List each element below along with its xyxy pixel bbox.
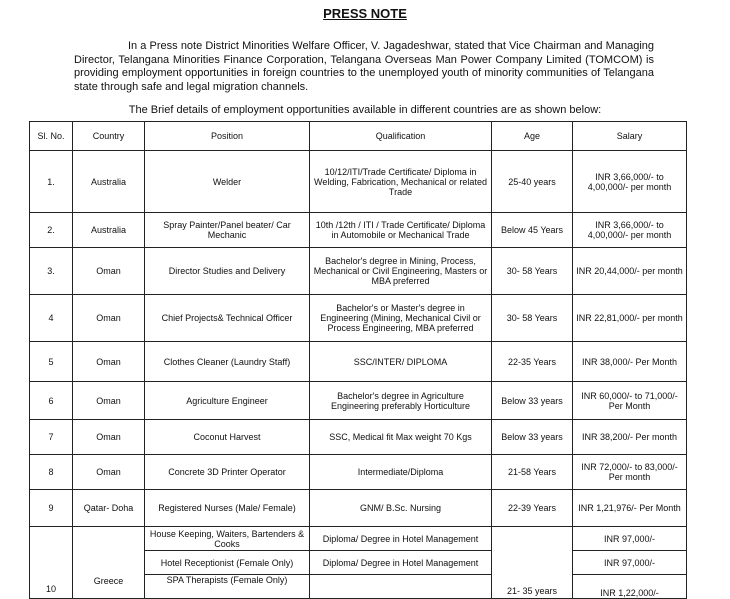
cell-sl-no: 7 — [30, 420, 73, 455]
cell-qualification: SSC/INTER/ DIPLOMA — [310, 342, 492, 382]
cell-position: Agriculture Engineer — [145, 382, 310, 420]
cell-age: Below 33 years — [492, 420, 573, 455]
cell-country: Greece — [73, 527, 145, 599]
cell-qualification: GNM/ B.Sc. Nursing — [310, 490, 492, 527]
cell-position: Concrete 3D Printer Operator — [145, 455, 310, 490]
cell-sl-no: 4 — [30, 295, 73, 342]
cell-age: 21- 35 years — [492, 527, 573, 599]
cell-sl-no: 9 — [30, 490, 73, 527]
employment-table — [29, 121, 687, 599]
cell-position: Director Studies and Delivery — [145, 248, 310, 295]
table-row — [30, 151, 687, 213]
table-row — [30, 213, 687, 248]
header-salary: Salary — [573, 122, 687, 151]
cell-qualification: Bachelor's degree in Agriculture Engineering preferably Horticulture — [310, 382, 492, 420]
cell-position: Registered Nurses (Male/ Female) — [145, 490, 310, 527]
cell-salary: INR 3,66,000/- to 4,00,000/- per month — [573, 151, 687, 213]
table-row — [30, 420, 687, 455]
cell-salary: INR 1,21,976/- Per Month — [573, 490, 687, 527]
cell-salary: INR 38,000/- Per Month — [573, 342, 687, 382]
cell-country: Qatar- Doha — [73, 490, 145, 527]
cell-position: Hotel Receptionist (Female Only) — [145, 551, 310, 575]
cell-salary: INR 60,000/- to 71,000/- Per Month — [573, 382, 687, 420]
cell-salary: INR 20,44,000/- per month — [573, 248, 687, 295]
page-title: PRESS NOTE — [323, 6, 407, 21]
cell-age: Below 45 Years — [492, 213, 573, 248]
cell-sl-no: 2. — [30, 213, 73, 248]
cell-sl-no: 5 — [30, 342, 73, 382]
cell-salary: INR 3,66,000/- to 4,00,000/- per month — [573, 213, 687, 248]
cell-salary: INR 97,000/- — [573, 551, 687, 575]
cell-age: 30- 58 Years — [492, 295, 573, 342]
table-row — [30, 455, 687, 490]
header-country: Country — [73, 122, 145, 151]
cell-sl-no: 1. — [30, 151, 73, 213]
cell-position: Coconut Harvest — [145, 420, 310, 455]
cell-age: Below 33 years — [492, 382, 573, 420]
table-subheading: The Brief details of employment opportunities available in different countries are as shown below: — [128, 104, 602, 116]
cell-age: 22-35 Years — [492, 342, 573, 382]
cell-position: Welder — [145, 151, 310, 213]
cell-position: SPA Therapists (Female Only) — [145, 575, 310, 599]
header-qualification: Qualification — [310, 122, 492, 151]
cell-sl-no: 10 — [30, 527, 73, 599]
cell-sl-no: 3. — [30, 248, 73, 295]
cell-qualification: Diploma/ Degree in Hotel Management — [310, 527, 492, 551]
cell-qualification: Intermediate/Diploma — [310, 455, 492, 490]
cell-age: 22-39 Years — [492, 490, 573, 527]
cell-qualification — [310, 575, 492, 599]
cell-qualification: SSC, Medical fit Max weight 70 Kgs — [310, 420, 492, 455]
intro-paragraph: In a Press note District Minorities Welfare Officer, V. Jagadeshwar, stated that Vice Chairman and Managing Director, Telangana Minorities Finance Corporation, Telangana Overseas Man Power Company Limited (TOMCOM) is providing employment opportunities in foreign countries to the unemployed youth of minority communities of Telangana state through safe and legal migration channels. — [74, 40, 654, 93]
table-row — [30, 342, 687, 382]
cell-position: Spray Painter/Panel beater/ Car Mechanic — [145, 213, 310, 248]
cell-country: Oman — [73, 295, 145, 342]
cell-position: Chief Projects& Technical Officer — [145, 295, 310, 342]
cell-country: Oman — [73, 420, 145, 455]
cell-qualification: 10th /12th / ITI / Trade Certificate/ Diploma in Automobile or Mechanical Trade — [310, 213, 492, 248]
table-row-greece — [30, 527, 687, 551]
cell-qualification: 10/12/ITI/Trade Certificate/ Diploma in Welding, Fabrication, Mechanical or related Trade — [310, 151, 492, 213]
cell-salary: INR 72,000/- to 83,000/- Per month — [573, 455, 687, 490]
cell-country: Oman — [73, 382, 145, 420]
table-row — [30, 490, 687, 527]
table-row — [30, 382, 687, 420]
cell-salary: INR 1,22,000/- — [573, 575, 687, 599]
cell-country: Australia — [73, 213, 145, 248]
cell-qualification: Diploma/ Degree in Hotel Management — [310, 551, 492, 575]
table-row — [30, 248, 687, 295]
cell-age: 30- 58 Years — [492, 248, 573, 295]
cell-position: House Keeping, Waiters, Bartenders & Cooks — [145, 527, 310, 551]
cell-qualification: Bachelor's degree in Mining, Process, Mechanical or Civil Engineering, Masters or MBA preferred — [310, 248, 492, 295]
cell-sl-no: 6 — [30, 382, 73, 420]
cell-salary: INR 38,200/- Per month — [573, 420, 687, 455]
cell-position: Clothes Cleaner (Laundry Staff) — [145, 342, 310, 382]
cell-sl-no: 8 — [30, 455, 73, 490]
header-age: Age — [492, 122, 573, 151]
table-row — [30, 295, 687, 342]
cell-salary: INR 22,81,000/- per month — [573, 295, 687, 342]
cell-country: Oman — [73, 248, 145, 295]
cell-age: 21-58 Years — [492, 455, 573, 490]
cell-qualification: Bachelor's or Master's degree in Engineering (Mining, Mechanical Civil or Process Engineering, MBA preferred — [310, 295, 492, 342]
header-position: Position — [145, 122, 310, 151]
cell-country: Australia — [73, 151, 145, 213]
header-sl-no: Sl. No. — [30, 122, 73, 151]
cell-country: Oman — [73, 342, 145, 382]
table-header-row — [30, 122, 687, 151]
cell-age: 25-40 years — [492, 151, 573, 213]
cell-salary: INR 97,000/- — [573, 527, 687, 551]
cell-country: Oman — [73, 455, 145, 490]
